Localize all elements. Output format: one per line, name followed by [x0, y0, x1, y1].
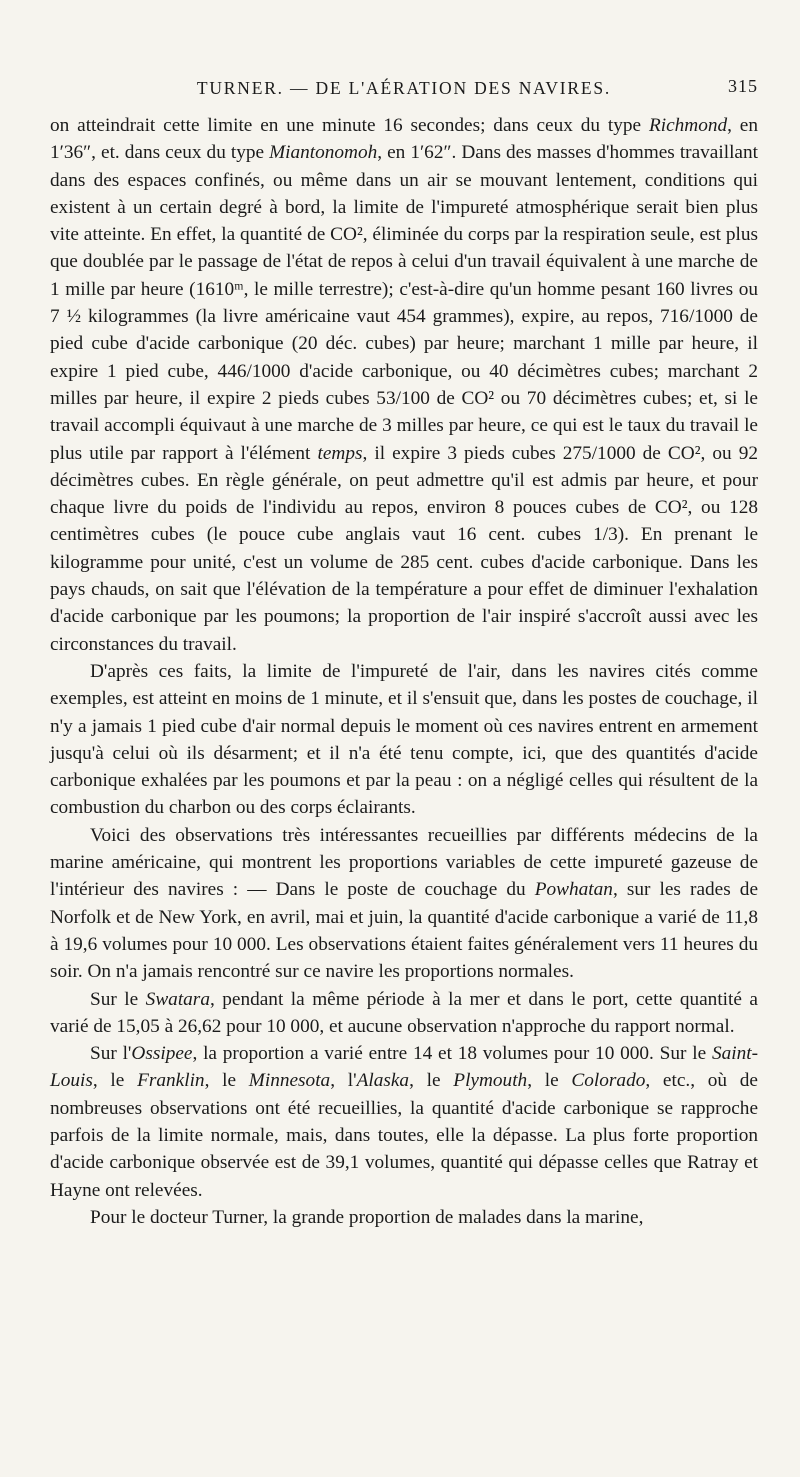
- paragraph: [50, 658, 758, 822]
- text-run: D'après ces faits, la limite de l'impureté de l'air, dans les navires cités comme exemples, est atteint en moins de 1 minute, et il s'ensuit que, dans les postes de couchage, il n'y a jamais 1 pied cube d'air normal depuis le moment où ces navires entrent en armement jusqu'à celui où ils désarment; et il n'a été tenu compte, ici, que des quantités d'acide carbonique exhalées par les poumons et par la peau : on a négligé celles qui résultent de la combustion du charbon ou des corps éclairants.: [50, 660, 758, 819]
- text-run: Pour le docteur Turner, la grande proportion de malades dans la marine,: [90, 1206, 644, 1228]
- italic-ship-name: Richmond: [648, 115, 728, 136]
- text-run: , l': [330, 1070, 357, 1092]
- page-number: 315: [728, 76, 758, 96]
- italic-ship-name: Colorado: [571, 1070, 646, 1092]
- text-run: , le: [92, 1070, 138, 1092]
- text-run: , la proportion a varié entre 14 et 18 volumes pour 10 000. Sur le: [192, 1043, 712, 1065]
- text-run: , il expire 3 pieds cubes 275/1000 de CO², ou 92 décimètres cubes. En règle générale, on peut admettre qu'il est admis par heure, et pour chaque livre du poids de l'individu au repos, environ 8 pouces cubes de CO², ou 128 centimètres cubes (le pouce cube anglais vaut 16 cent. cubes 1/3). En prenant le kilogramme pour unité, c'est un volume de 285 cent. cubes d'acide carbonique. Dans les pays chauds, on sait que l'élévation de la température a pour effet de diminuer l'exhalation d'acide carbonique par les poumons; la proportion de l'air inspiré s'accroît aussi avec les circonstances du travail.: [50, 442, 758, 655]
- text-run: , sur les rades de Norfolk et de New York, en avril, mai et juin, la quantité d'acide carbonique a varié de 11,8 à 19,6 volumes pour 10 000. Les observations étaient faites généralement vers 11 heures du soir. On n'a jamais rencontré sur ce navire les proportions normales.: [50, 879, 759, 983]
- italic-ship-name: Minnesota: [248, 1070, 331, 1092]
- italic-ship-name: Swatara: [145, 988, 210, 1010]
- paragraph: [50, 822, 758, 986]
- text-run: Sur l': [90, 1043, 132, 1065]
- paragraph: [50, 1204, 758, 1231]
- italic-ship-name: Saint-Louis: [50, 1043, 758, 1092]
- text-run: , le: [204, 1070, 249, 1092]
- italic-ship-name: Ossipee: [131, 1043, 193, 1065]
- body-text: [50, 112, 758, 1231]
- text-run: , le: [527, 1070, 572, 1092]
- text-run: , etc., où de nombreuses observations ont été recueillies, la quantité d'acide carbonique se rapproche parfois de la limite normale, mais, dans toutes, elle la dépasse. La plus forte proportion d'acide carbonique observée est de 39,1 volumes, quantité qui dépasse celles que Ratray et Hayne ont relevées.: [50, 1070, 758, 1201]
- paragraph: [50, 1040, 758, 1204]
- text-run: , en 1′62″. Dans des masses d'hommes travaillant dans des espaces confinés, ou même dans un air se mouvant lentement, conditions qui existent à un certain degré à bord, la limite de l'impureté atmosphérique serait bien plus vite atteinte. En effet, la quantité de CO², éliminée du corps par la respiration seule, est plus que doublée par le passage de l'état de repos à celui d'un travail équivalent à une marche de 1 mille par heure (1610ᵐ, le mille terrestre); c'est-à-dire qu'un homme pesant 160 livres ou 7 ½ kilogrammes (la livre américaine vaut 454 grammes), expire, au repos, 716/1000 de pied cube d'acide carbonique (20 déc. cubes) par heure; marchant 1 mille par heure, il expire 1 pied cube, 446/1000 d'acide carbonique, ou 40 décimètres cubes; marchant 2 milles par heure, il expire 2 pieds cubes 53/100 de CO² ou 70 décimètres cubes; et, si le travail accompli équivaut à une marche de 3 milles par heure, ce qui est le taux du travail le plus utile par rapport à l'élément: [50, 142, 758, 464]
- paragraph: [50, 986, 758, 1041]
- text-run: , le: [409, 1070, 454, 1092]
- italic-ship-name: Miantonomoh: [269, 142, 378, 164]
- italic-ship-name: temps: [317, 442, 363, 464]
- text-run: Sur le: [90, 988, 146, 1010]
- italic-ship-name: Powhatan: [534, 879, 613, 901]
- italic-ship-name: Franklin: [137, 1070, 205, 1092]
- italic-ship-name: Plymouth: [453, 1070, 528, 1092]
- text-run: , en 1′36″, et. dans ceux du type: [50, 115, 758, 164]
- italic-ship-name: Alaska: [356, 1070, 410, 1092]
- paragraph: [50, 112, 758, 658]
- text-run: on atteindrait cette limite en une minute 16 secondes; dans ceux du type: [50, 115, 649, 136]
- text-run: , pendant la même période à la mer et dans le port, cette quantité a varié de 15,05 à 26,62 pour 10 000, et aucune observation n'approche du rapport normal.: [50, 988, 758, 1037]
- text-run: Voici des observations très intéressantes recueillies par différents médecins de la marine américaine, qui montrent les proportions variables de cette impureté gazeuse de l'intérieur des navires : — Dans le poste de couchage du: [50, 824, 758, 901]
- running-head: [50, 72, 758, 108]
- running-title: TURNER. — DE L'AÉRATION DES NAVIRES.: [196, 78, 612, 98]
